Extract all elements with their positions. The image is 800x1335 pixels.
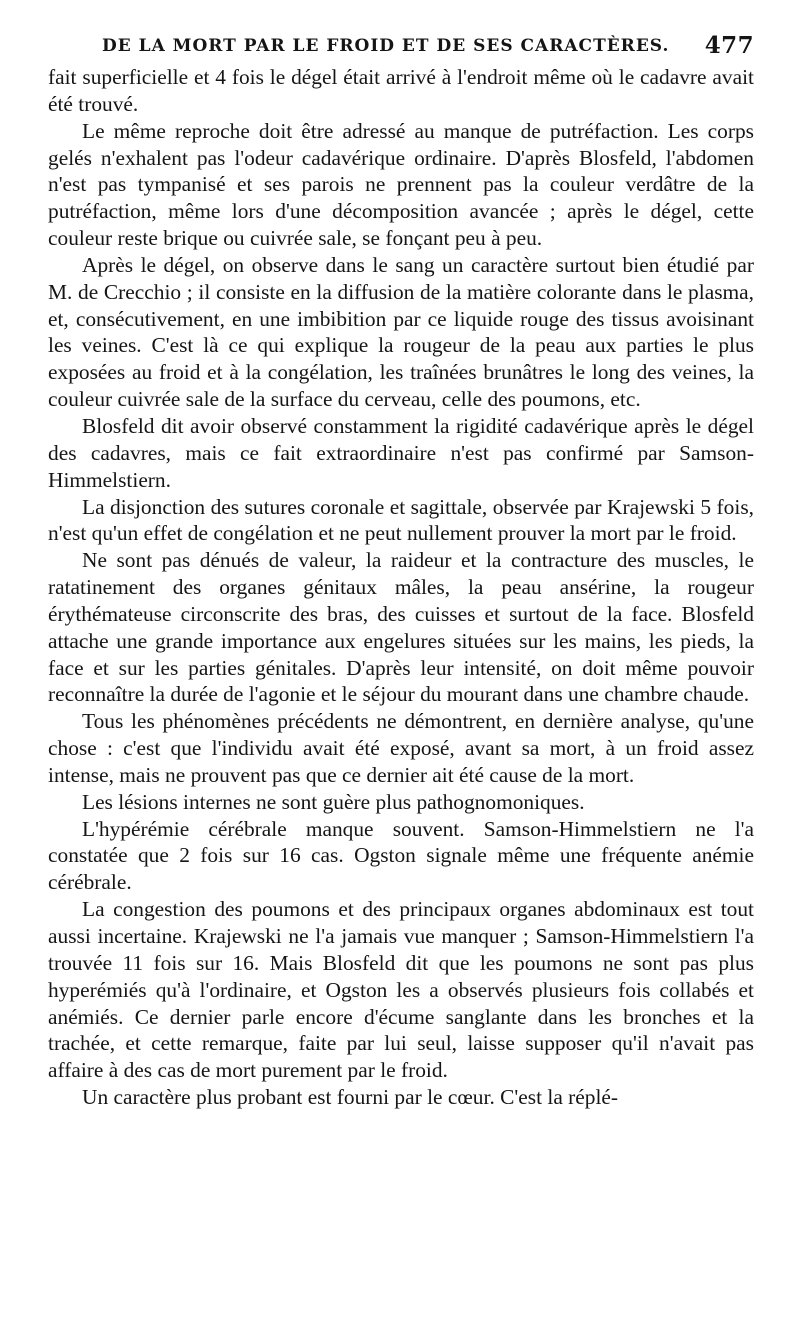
book-page (48, 30, 754, 1111)
page-number: 477 (704, 32, 754, 59)
paragraph: Blosfeld dit avoir observé constamment la rigidité cadavérique après le dégel des cadavres, mais ce fait extraordinaire n'est pas confirmé par Samson-Himmelstiern. (48, 413, 754, 492)
paragraph: La disjonction des sutures coronale et sagittale, observée par Krajewski 5 fois, n'est qu'un effet de congélation et ne peut nullement prouver la mort par le froid. (48, 494, 754, 546)
paragraph: Tous les phénomènes précédents ne démontrent, en dernière analyse, qu'une chose : c'est que l'individu avait été exposé, avant sa mort, à un froid assez intense, mais ne prouvent pas que ce dernier ait été cause de la mort. (48, 709, 754, 787)
paragraph: L'hypérémie cérébrale manque souvent. Samson-Himmelstiern ne l'a constatée que 2 fois sur 16 cas. Ogston signale même une fréquente anémie cérébrale. (48, 816, 754, 895)
paragraph: Le même reproche doit être adressé au manque de putréfaction. Les corps gelés n'exhalent pas l'odeur cadavérique ordinaire. D'après Blosfeld, l'abdomen n'est pas tympanisé et ses parois ne prennent pas la couleur verdâtre de la putréfaction, même lors d'une décomposition avancée ; après le dégel, cette couleur reste brique ou cuivrée sale, se fonçant peu à peu. (48, 118, 754, 251)
paragraph-continued: fait superficielle et 4 fois le dégel était arrivé à l'endroit même où le cadavre avait été trouvé. (48, 65, 754, 116)
body-text (48, 64, 754, 1111)
paragraph: La congestion des poumons et des principaux organes abdominaux est tout aussi incertaine. Krajewski ne l'a jamais vue manquer ; Samson-Himmelstiern l'a trouvée 11 fois sur 16. Mais Blosfeld dit que les poumons ne sont pas plus hyperémiés qu'à l'ordinaire, et Ogston les a observés plusieurs fois collabés et anémiés. Ce dernier parle encore d'écume sanglante dans les bronches et la trachée, et cette remarque, faite par lui seul, laisse supposer qu'il n'avait pas affaire à des cas de mort purement par le froid. (48, 897, 754, 1083)
running-title: DE LA MORT PAR LE FROID ET DE SES CARACTÈRES. (102, 36, 670, 56)
running-head (48, 30, 754, 64)
paragraph: Les lésions internes ne sont guère plus pathognomoniques. (82, 789, 585, 814)
paragraph: Après le dégel, on observe dans le sang un caractère surtout bien étudié par M. de Crecchio ; il consiste en la diffusion de la matière colorante dans le plasma, et, consécutivement, en une imbibition par ce liquide rouge des tissus avoisinant les veines. C'est là ce qui explique la rougeur de la peau aux parties le plus exposées au froid et à la congélation, les traînées brunâtres le long des veines, la couleur cuivrée sale de la surface du cerveau, celle des poumons, etc. (48, 252, 754, 412)
paragraph-continues: Un caractère plus probant est fourni par le cœur. C'est la réplé- (82, 1085, 619, 1110)
paragraph: Ne sont pas dénués de valeur, la raideur et la contracture des muscles, le ratatinement des organes génitaux mâles, la peau ansérine, la rougeur érythémateuse circonscrite des bras, des cuisses et surtout de la face. Blosfeld attache une grande importance aux engelures situées sur les mains, les pieds, la face et sur les parties génitales. D'après leur intensité, on doit même pouvoir reconnaître la durée de l'agonie et le séjour du mourant dans une chambre chaude. (48, 548, 754, 707)
